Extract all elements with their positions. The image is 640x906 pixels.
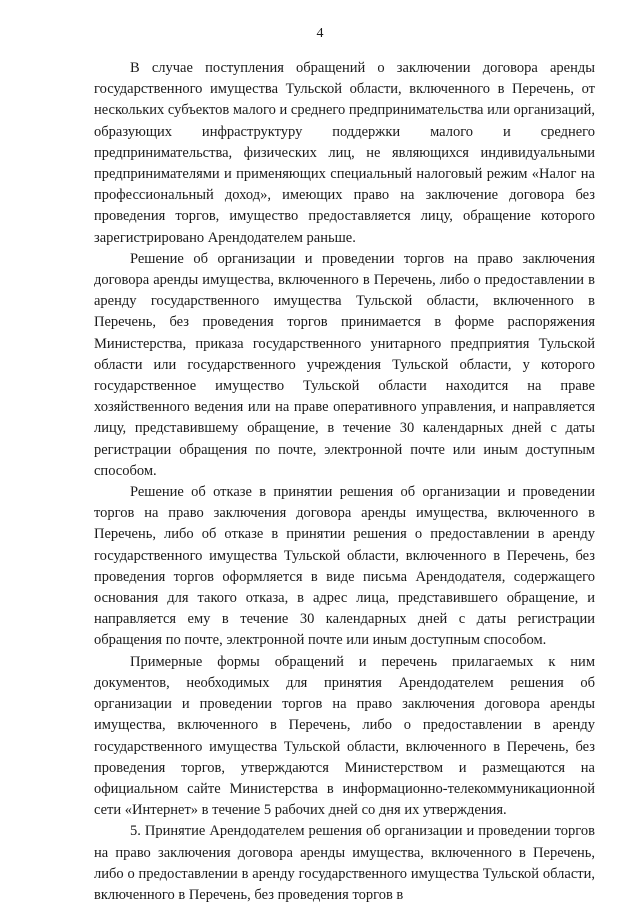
paragraph-sample-forms: Примерные формы обращений и перечень прилагаемых к ним документов, необходимых для принятия Арендодателем решения об организации и проведении торгов на право заключения договора аренды имущества, включенного в Перечень, либо о предоставлении в аренду государственного имущества Тульской области, включенного в Перечень, без проведения торгов, утверждаются Министерством и размещаются на официальном сайте Министерства в информационно-телекоммуникационной сети «Интернет» в течение 5 рабочих дней со дня их утверждения. (94, 653, 595, 819)
page-number: 4 (316, 26, 324, 41)
paragraph-item-5: 5. Принятие Арендодателем решения об организации и проведении торгов на право заключения договора аренды имущества, включенного в Перечень, либо о предоставлении в аренду государственного имущества Тульской области, включенного в Перечень, без проведения торгов в (94, 823, 595, 903)
document-body (94, 58, 595, 906)
paragraph-decision-on-tender: Решение об организации и проведении торгов на право заключения договора аренды имущества, включенного в Перечень, либо о предоставлении в аренду государственного имущества Тульской области, включенного в Перечень, без проведения торгов принимается в форме распоряжения Министерства, приказа государственного унитарного предприятия Тульской области или государственного учреждения Тульской области, у которого государственное имущество Тульской области находится на праве хозяйственного ведения или на праве оперативного управления, и направляется лицу, представившему обращение, в течение 30 календарных дней с даты регистрации обращения по почте, электронной почте или иным доступным способом. (94, 250, 595, 479)
paragraph-refusal-decision: Решение об отказе в принятии решения об организации и проведении торгов на право заключения договора аренды имущества, включенного в Перечень, либо об отказе в принятии решения о предоставлении в аренду государственного имущества Тульской области, включенного в Перечень, без проведения торгов оформляется в виде письма Арендодателя, содержащего основания для такого отказа, в адрес лица, представившего обращение, и направляется ему в течение 30 календарных дней с даты регистрации обращения по почте, электронной почте или иным доступным способом. (94, 484, 595, 649)
paragraph-same-time-applications: В случае поступления обращений о заключении договора аренды государственного имущества Тульской области, включенного в Перечень, от нескольких субъектов малого и среднего предпринимательства или организаций, образующих инфраструктуру поддержки малого и среднего предпринимательства, физических лиц, не являющихся индивидуальными предпринимателями и применяющих специальный налоговый режим «Налог на профессиональный доход», имеющих право на заключение договора без проведения торгов, имущество предоставляется лицу, обращение которого зарегистрировано Арендодателем раньше. (94, 60, 595, 246)
